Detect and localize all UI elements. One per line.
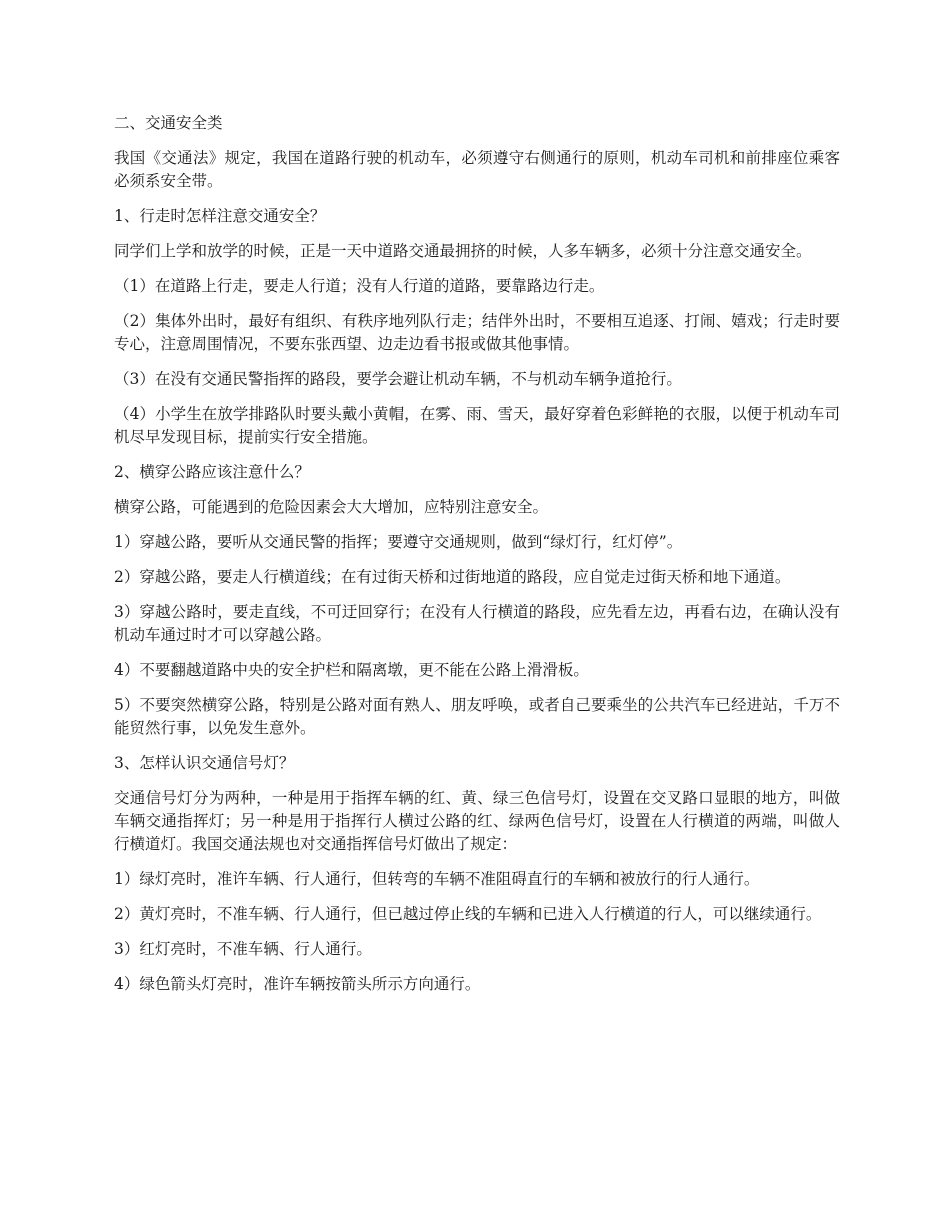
document-page (114, 112, 840, 1008)
crossing-item-4: 4）不要翻越道路中央的安全护栏和隔离墩，更不能在公路上滑滑板。 (114, 661, 589, 679)
crossing-item-5: 5）不要突然横穿公路，特别是公路对面有熟人、朋友呼唤，或者自己要乘坐的公共汽车已经进站，千万不能贸然行事，以免发生意外。 (114, 696, 840, 737)
question-heading-crossing: 2、横穿公路应该注意什么？ (114, 463, 310, 481)
signals-item-3: 3）红灯亮时，不准车辆、行人通行。 (114, 940, 372, 958)
walking-item-2: （2）集体外出时，最好有组织、有秩序地列队行走；结伴外出时，不要相互追逐、打闹、嬉戏；行走时要专心，注意周围情况，不要东张西望、边走边看书报或做其他事情。 (114, 312, 840, 353)
intro-paragraph: 我国《交通法》规定，我国在道路行驶的机动车，必须遵守右侧通行的原则，机动车司机和前排座位乘客必须系安全带。 (114, 149, 840, 190)
crossing-item-1: 1）穿越公路，要听从交通民警的指挥；要遵守交通规则，做到“绿灯行，红灯停”。 (114, 533, 683, 551)
walking-item-4: （4）小学生在放学排路队时要头戴小黄帽，在雾、雨、雪天，最好穿着色彩鲜艳的衣服，以便于机动车司机尽早发现目标，提前实行安全措施。 (114, 405, 840, 446)
crossing-item-2: 2）穿越公路，要走人行横道线；在有过街天桥和过街地道的路段，应自觉走过街天桥和地下通道。 (114, 568, 791, 586)
signals-item-4: 4）绿色箭头灯亮时，准许车辆按箭头所示方向通行。 (114, 975, 481, 993)
crossing-intro: 横穿公路，可能遇到的危险因素会大大增加，应特别注意安全。 (114, 498, 549, 516)
section-heading: 二、交通安全类 (114, 114, 223, 132)
walking-intro: 同学们上学和放学的时候，正是一天中道路交通最拥挤的时候，人多车辆多，必须十分注意交通安全。 (114, 242, 812, 260)
walking-item-3: （3）在没有交通民警指挥的路段，要学会避让机动车辆，不与机动车辆争道抢行。 (114, 370, 682, 388)
walking-item-1: （1）在道路上行走，要走人行道；没有人行道的道路，要靠路边行走。 (114, 277, 605, 295)
crossing-item-3: 3）穿越公路时，要走直线，不可迂回穿行；在没有人行横道的路段，应先看左边，再看右边，在确认没有机动车通过时才可以穿越公路。 (114, 603, 840, 644)
signals-intro: 交通信号灯分为两种，一种是用于指挥车辆的红、黄、绿三色信号灯，设置在交叉路口显眼的地方，叫做车辆交通指挥灯；另一种是用于指挥行人横过公路的红、绿两色信号灯，设置在人行横道的两端，叫做人行横道灯。我国交通法规也对交通指挥信号灯做出了规定： (114, 789, 840, 853)
signals-item-1: 1）绿灯亮时，准许车辆、行人通行，但转弯的车辆不准阻碍直行的车辆和被放行的行人通行。 (114, 870, 760, 888)
signals-item-2: 2）黄灯亮时，不准车辆、行人通行，但已越过停止线的车辆和已进入人行横道的行人，可以继续通行。 (114, 905, 822, 923)
question-heading-signals: 3、怎样认识交通信号灯？ (114, 754, 295, 772)
question-heading-walking: 1、行走时怎样注意交通安全？ (114, 207, 326, 225)
